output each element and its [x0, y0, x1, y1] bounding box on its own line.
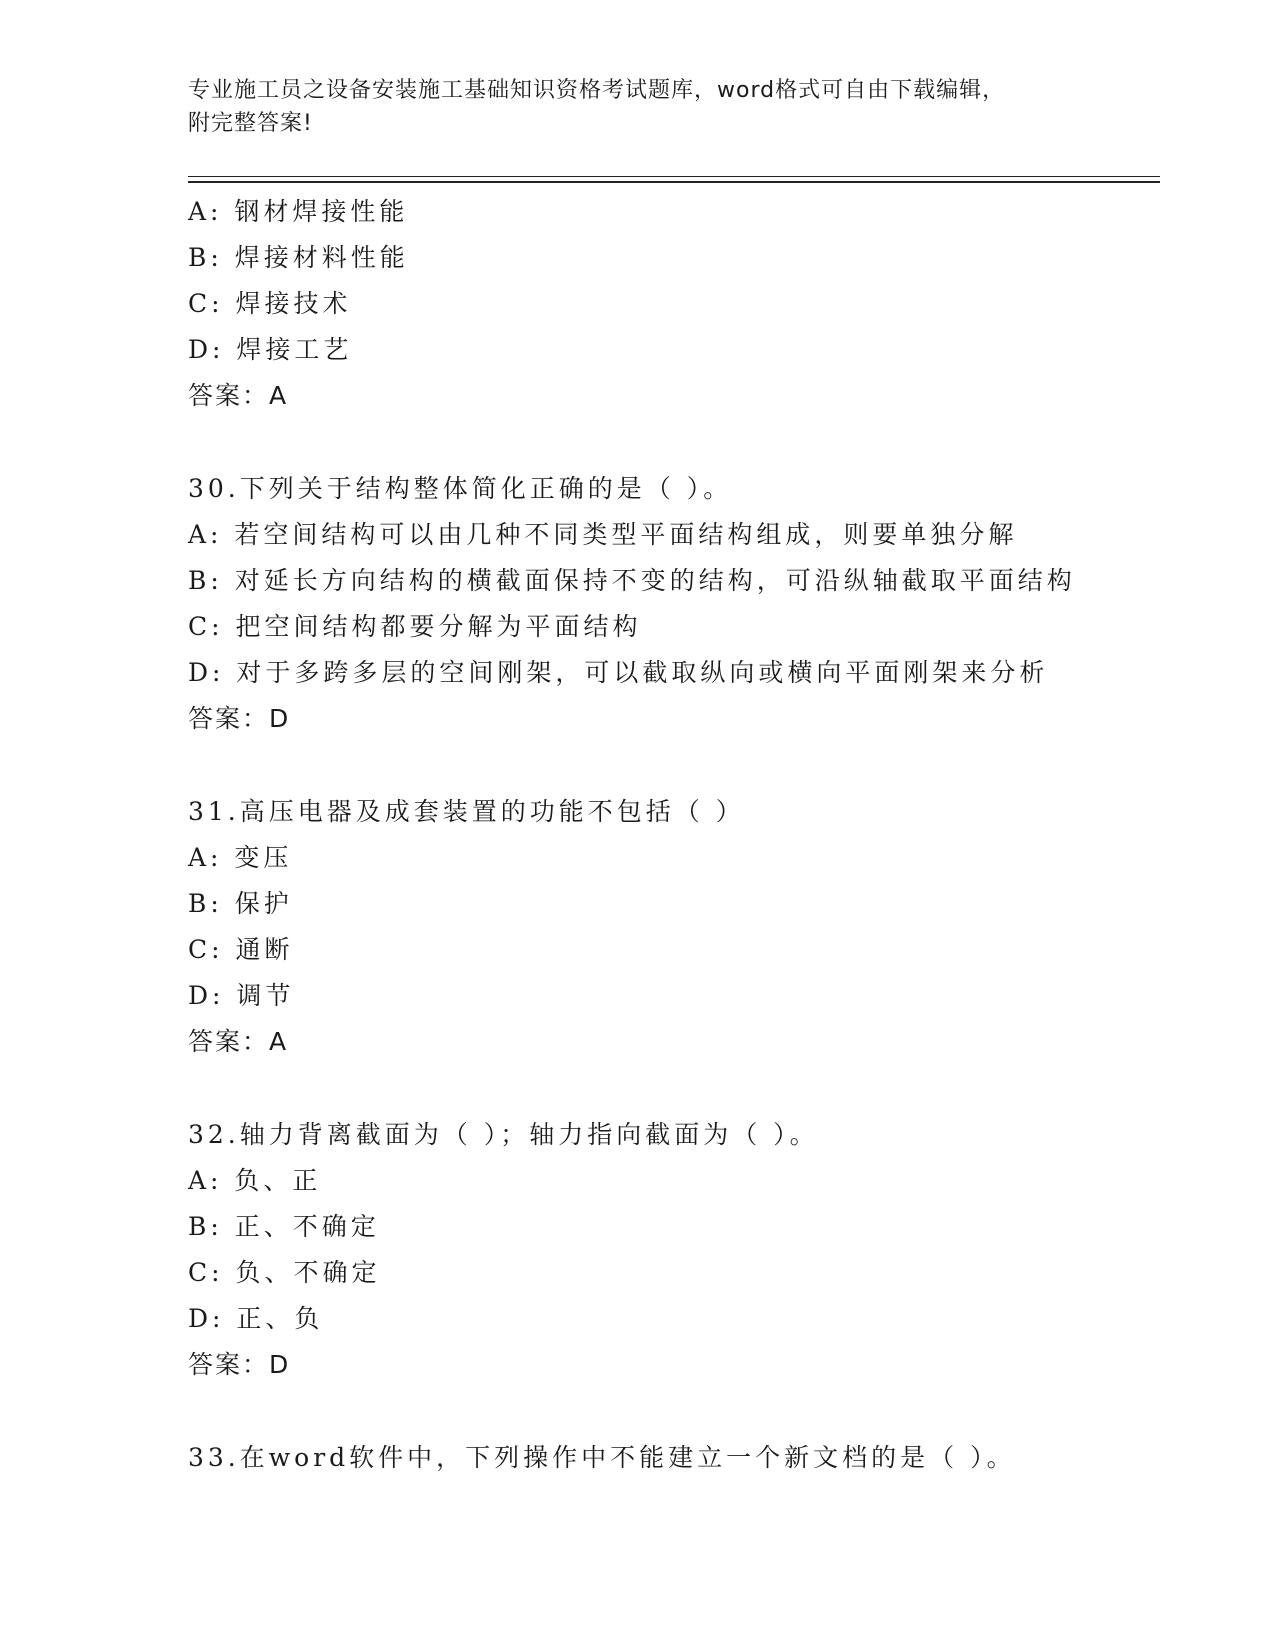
q31-option-a: A: 变压	[188, 843, 293, 872]
q32-option-b: B: 正、不确定	[188, 1212, 380, 1241]
header-line-1: 专业施工员之设备安装施工基础知识资格考试题库，word格式可自由下载编辑，	[188, 78, 1006, 103]
q29-option-d: D: 焊接工艺	[188, 335, 353, 364]
header-rule-bottom	[188, 181, 1160, 183]
q32-option-d: D: 正、负	[188, 1304, 324, 1333]
q30-option-d: D: 对于多跨多层的空间刚架，可以截取纵向或横向平面刚架来分析	[188, 658, 1049, 687]
q32-title: 32.轴力背离截面为（ ）；轴力指向截面为（ ）。	[188, 1120, 819, 1149]
q29-option-b: B: 焊接材料性能	[188, 243, 409, 272]
q31-title: 31.高压电器及成套装置的功能不包括（ ）	[188, 797, 745, 826]
q32-option-c: C: 负、不确定	[188, 1258, 381, 1287]
header-line-2: 附完整答案!	[188, 111, 313, 136]
q32-option-a: A: 负、正	[188, 1166, 322, 1195]
q31-option-c: C: 通断	[188, 935, 294, 964]
q32-answer: 答案：D	[188, 1350, 291, 1379]
q31-option-d: D: 调节	[188, 981, 295, 1010]
q30-option-a: A: 若空间结构可以由几种不同类型平面结构组成，则要单独分解	[188, 520, 1018, 549]
q30-title: 30.下列关于结构整体简化正确的是（ ）。	[188, 474, 733, 503]
q29-option-a: A: 钢材焊接性能	[188, 197, 409, 226]
q30-option-c: C: 把空间结构都要分解为平面结构	[188, 612, 642, 641]
q29-option-c: C: 焊接技术	[188, 289, 352, 318]
q31-option-b: B: 保护	[188, 889, 293, 918]
header-rule-top	[188, 176, 1160, 177]
q31-answer: 答案：A	[188, 1027, 289, 1056]
q29-answer: 答案：A	[188, 381, 289, 410]
q33-title: 33.在word软件中，下列操作中不能建立一个新文档的是（ ）。	[188, 1443, 1016, 1472]
q30-answer: 答案：D	[188, 704, 291, 733]
document-header	[188, 74, 1088, 140]
q30-option-b: B: 对延长方向结构的横截面保持不变的结构，可沿纵轴截取平面结构	[188, 566, 1076, 595]
